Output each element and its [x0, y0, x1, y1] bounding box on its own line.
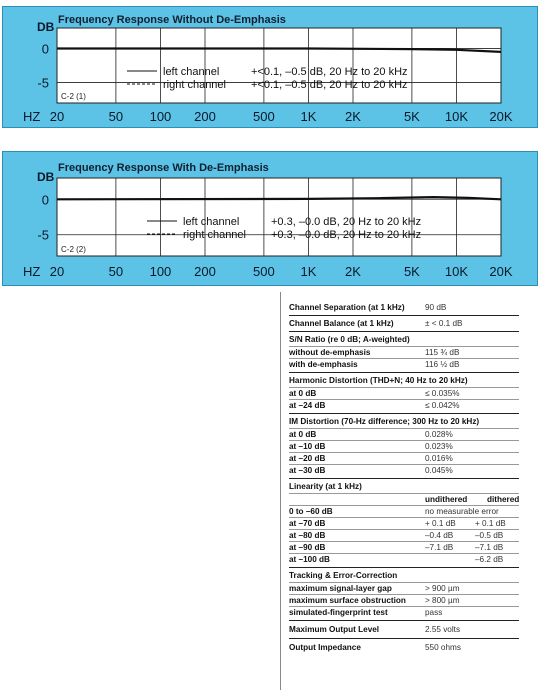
- spec-value: > 800 µm: [425, 596, 460, 605]
- figure-id: C-2 (1): [61, 92, 86, 101]
- spec-heading: S/N Ratio (re 0 dB; A-weighted): [289, 334, 519, 347]
- x-tick-label: 100: [149, 109, 172, 124]
- spec-heading: IM Distortion (70-Hz difference; 300 Hz to 20 kHz): [289, 416, 519, 429]
- x-tick-label: 100: [149, 264, 172, 279]
- spec-value: ± < 0.1 dB: [425, 319, 463, 328]
- spec-value-undithered: [425, 554, 475, 565]
- spec-value: ≤ 0.035%: [425, 389, 460, 398]
- x-tick-label: 50: [108, 109, 124, 124]
- y-tick-label: 0: [41, 192, 49, 208]
- x-axis-label: HZ: [23, 264, 41, 279]
- spec-value-undithered: –7.1 dB: [425, 543, 454, 552]
- spec-value: ≤ 0.042%: [425, 401, 460, 410]
- spec-heading: Harmonic Distortion (THD+N; 40 Hz to 20 kHz): [289, 375, 519, 388]
- spec-row: [289, 465, 519, 476]
- y-tick-label: -5: [37, 227, 49, 243]
- spec-value-undithered: + 0.1 dB: [425, 519, 456, 528]
- spec-label: at 0 dB: [289, 389, 317, 398]
- spec-value: 2.55 volts: [425, 625, 461, 634]
- x-tick-label: 500: [253, 264, 275, 279]
- legend-label: left channel: [163, 66, 220, 78]
- x-tick-label: 20K: [489, 109, 513, 124]
- spec-value: 0.023%: [425, 442, 453, 451]
- spec-heading: Tracking & Error-Correction: [289, 570, 519, 583]
- spec-section-linearity: [289, 478, 519, 565]
- y-axis-label: DB: [37, 170, 55, 184]
- spec-value: 0.045%: [425, 466, 453, 475]
- chart-panel-with-de-emphasis: [2, 151, 538, 286]
- spec-value-undithered: –0.4 dB: [425, 531, 454, 540]
- spec-label: maximum signal-layer gap: [289, 584, 392, 593]
- spec-row: [289, 518, 519, 530]
- column-header-undithered: undithered: [425, 495, 468, 504]
- spec-channel-separation: [289, 300, 519, 313]
- legend-label: left channel: [183, 216, 240, 228]
- x-tick-label: 200: [194, 109, 216, 124]
- spec-value-dithered: –0.5 dB: [475, 531, 504, 540]
- spec-label: simulated-fingerprint test: [289, 608, 388, 617]
- spec-label: Maximum Output Level: [289, 625, 380, 634]
- x-tick-label: 5K: [403, 109, 420, 124]
- spec-row: [289, 554, 519, 565]
- spec-value: pass: [425, 608, 443, 617]
- column-header-dithered: dithered: [487, 495, 520, 504]
- legend-spec: +0.3, –0.0 dB, 20 Hz to 20 kHz: [271, 216, 422, 228]
- spec-row: [289, 542, 519, 554]
- y-tick-label: 0: [41, 41, 49, 57]
- spec-label: Channel Balance (at 1 kHz): [289, 319, 394, 328]
- spec-label: at –24 dB: [289, 401, 326, 410]
- spec-row: [289, 607, 519, 618]
- x-tick-label: 1K: [300, 109, 317, 124]
- chart-title: Frequency Response With De-Emphasis: [58, 162, 269, 174]
- spec-row: [289, 583, 519, 595]
- x-tick-label: 50: [108, 264, 124, 279]
- spec-row: [289, 429, 519, 441]
- spec-output-impedance: [289, 638, 519, 654]
- spec-label: at –100 dB: [289, 555, 330, 564]
- spec-label: 0 to –60 dB: [289, 507, 333, 516]
- spec-row: [289, 388, 519, 400]
- spec-label: at –80 dB: [289, 531, 326, 540]
- spec-row: [289, 453, 519, 465]
- x-tick-label: 20: [49, 264, 65, 279]
- spec-value: 115 ¾ dB: [425, 348, 460, 357]
- legend-spec: +<0.1, –0.5 dB, 20 Hz to 20 kHz: [251, 66, 408, 78]
- spec-label: at –90 dB: [289, 543, 326, 552]
- spec-value: 550 ohms: [425, 643, 461, 652]
- spec-label: Output Impedance: [289, 643, 361, 652]
- spec-label: at –70 dB: [289, 519, 326, 528]
- spec-row: [289, 400, 519, 411]
- x-tick-label: 1K: [300, 264, 317, 279]
- spec-row: [289, 359, 519, 370]
- y-axis-label: DB: [37, 20, 55, 34]
- x-tick-label: 2K: [345, 109, 361, 124]
- chart-with-de-emphasis: [3, 152, 537, 285]
- spec-section-im: [289, 413, 519, 476]
- x-tick-label: 20: [49, 109, 65, 124]
- spec-label: without de-emphasis: [289, 348, 371, 357]
- x-tick-label: 10K: [444, 264, 469, 279]
- x-tick-label: 5K: [403, 264, 420, 279]
- specs-table: [289, 300, 519, 654]
- spec-row: [289, 530, 519, 542]
- legend-label: right channel: [183, 229, 246, 241]
- spec-row: [289, 441, 519, 453]
- legend-spec: +0.3, –0.0 dB, 20 Hz to 20 kHz: [271, 229, 422, 241]
- spec-value-dithered: + 0.1 dB: [475, 519, 506, 528]
- spec-row: [289, 506, 519, 518]
- spec-value: 0.016%: [425, 454, 453, 463]
- spec-label: at –30 dB: [289, 466, 326, 475]
- spec-value: > 900 µm: [425, 584, 460, 593]
- spec-label: Channel Separation (at 1 kHz): [289, 303, 405, 312]
- spec-value: 116 ½ dB: [425, 360, 460, 369]
- spec-value: 0.028%: [425, 430, 453, 439]
- x-axis-label: HZ: [23, 109, 41, 124]
- spec-label: at –20 dB: [289, 454, 326, 463]
- legend-label: right channel: [163, 79, 226, 91]
- spec-label: maximum surface obstruction: [289, 596, 406, 605]
- spec-section-tracking: [289, 567, 519, 618]
- spec-label: with de-emphasis: [289, 360, 358, 369]
- chart-panel-without-de-emphasis: [2, 6, 538, 128]
- chart-title: Frequency Response Without De-Emphasis: [58, 14, 286, 26]
- spec-channel-balance: [289, 315, 519, 329]
- spec-value-dithered: –6.2 dB: [475, 555, 504, 564]
- x-tick-label: 20K: [489, 264, 513, 279]
- x-tick-label: 10K: [444, 109, 469, 124]
- figure-id: C-2 (2): [61, 245, 86, 254]
- y-tick-label: -5: [37, 75, 49, 91]
- x-tick-label: 2K: [345, 264, 361, 279]
- spec-max-output: [289, 620, 519, 636]
- spec-label: at –10 dB: [289, 442, 326, 451]
- spec-row: [289, 347, 519, 359]
- spec-section-harmonic: [289, 372, 519, 411]
- chart-without-de-emphasis: [3, 7, 537, 127]
- spec-value-undithered: no measurable error: [425, 507, 499, 516]
- spec-label: at 0 dB: [289, 430, 317, 439]
- x-tick-label: 200: [194, 264, 216, 279]
- legend-spec: +<0.1, –0.5 dB, 20 Hz to 20 kHz: [251, 79, 408, 91]
- spec-row: [289, 595, 519, 607]
- divider-line: [280, 292, 281, 690]
- spec-value: 90 dB: [425, 303, 447, 312]
- spec-heading: Linearity (at 1 kHz): [289, 481, 519, 494]
- x-tick-label: 500: [253, 109, 275, 124]
- spec-section-sn-ratio: [289, 331, 519, 370]
- spec-column-headers: [289, 494, 519, 506]
- spec-value-dithered: –7.1 dB: [475, 543, 504, 552]
